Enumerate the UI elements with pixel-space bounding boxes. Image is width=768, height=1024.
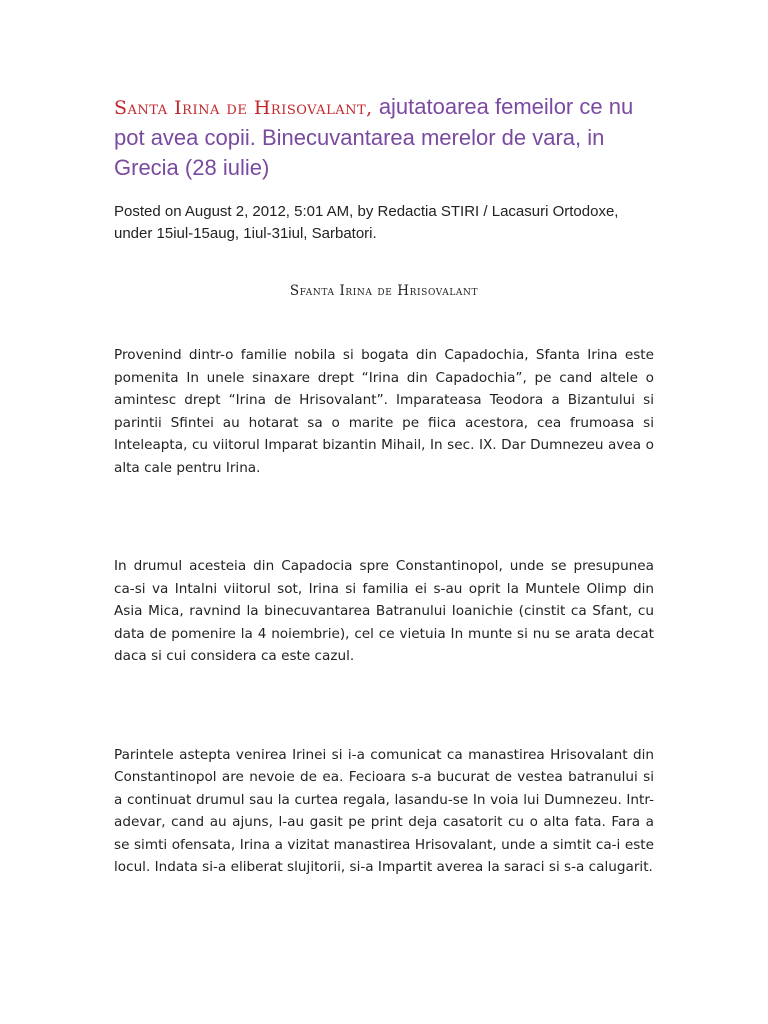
paragraph-2: In drumul acesteia din Capadocia spre Constantinopol, unde se presupunea ca-si va Intalni viitorul sot, Irina si familia ei s-au oprit la Muntele Olimp din Asia Mica, ravnind la binecuvantarea Batranului Ioanichie (cinstit ca Sfant, cu data de pomenire la 4 noiembrie), cel ce vietuia In munte si nu se arata decat daca si cui considera ca este cazul.	[114, 558, 654, 664]
paragraph-1: Provenind dintr-o familie nobila si bogata din Capadochia, Sfanta Irina este pomenita In unele sinaxare drept “Irina din Capadochia”, pe cand altele o amintesc drept “Irina de Hrisovalant”. Imparateasa Teodora a Bizantului si parintii Sfintei au hotarat sa o marite pe fiica acestora, cea frumoasa si Inteleapta, cu viitorul Imparat bizantin Mihail, In sec. IX. Dar Dumnezeu avea o alta cale pentru Irina.	[114, 347, 654, 476]
title-rest-part: ajutatoarea femeilor ce nu pot avea copii. Binecuvantarea merelor de vara, in Grecia (28 iulie)	[114, 94, 634, 180]
title-decorative-part: Santa Irina de Hrisovalant,	[114, 97, 373, 119]
paragraph-3: Parintele astepta venirea Irinei si i-a comunicat ca manastirea Hrisovalant din Constantinopol are nevoie de ea. Fecioara s-a bucurat de vestea batranului si a continuat drumul sau la curtea regala, lasandu-se In voia lui Dumnezeu. Intr-adevar, cand au ajuns, l-au gasit pe print deja casatorit cu o alta fata. Fara a se simti ofensata, Irina a vizitat manastirea Hrisovalant, unde a simtit ca-i este locul. Indata si-a eliberat slujitorii, si-a Impartit averea la saraci si s-a calugarit.	[114, 746, 654, 875]
post-meta: Posted on August 2, 2012, 5:01 AM, by Redactia STIRI / Lacasuri Ortodoxe, under 15iul-15aug, 1iul-31iul, Sarbatori.	[114, 203, 619, 242]
article-title[interactable]	[114, 92, 654, 183]
section-subheading: Sfanta Irina de Hrisovalant	[289, 283, 479, 299]
